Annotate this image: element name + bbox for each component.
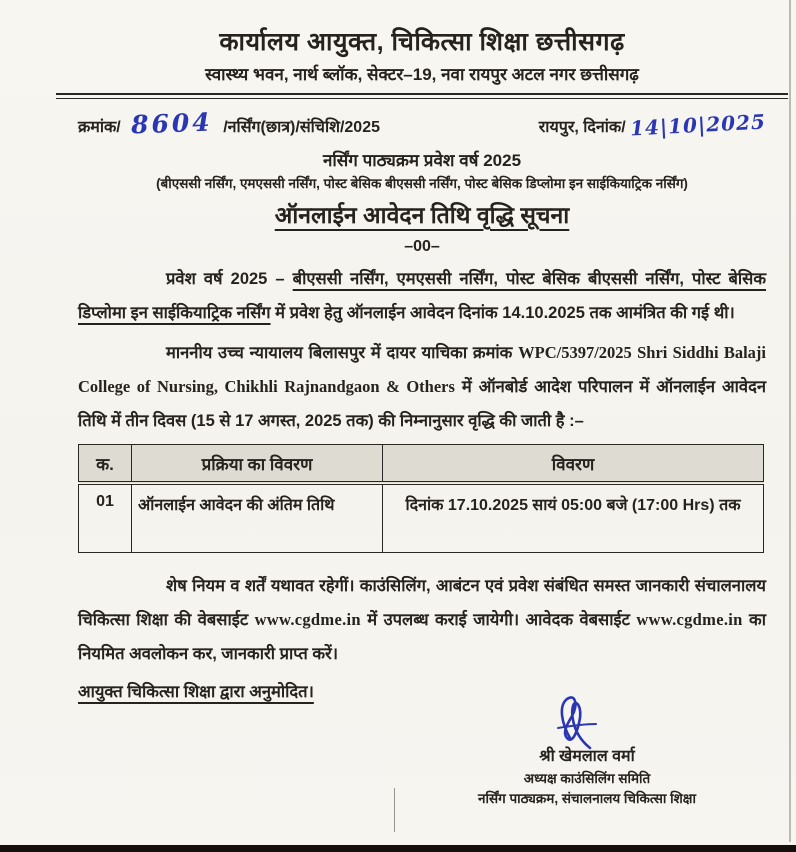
signatory-department: नर्सिंग पाठ्यक्रम, संचालनालय चिकित्सा शिक्षा: [478, 791, 696, 806]
title-course-list: (बीएससी नर्सिंग, एमएससी नर्सिंग, पोस्ट बेसिक बीएससी नर्सिंग, पोस्ट बेसिक डिप्लोमा इन साईकियाट्रिक नर्सिंग): [156, 176, 688, 191]
cell-details: दिनांक 17.10.2025 सायं 05:00 बजे (17:00 Hrs) तक: [383, 483, 764, 553]
para3-mid: में उपलब्ध कराई जायेगी। आवेदक वेबसाईट: [360, 611, 637, 629]
para2-tail: में ऑनबोर्ड आदेश परिपालन में ऑनलाईन आवेदन तिथि में तीन दिवस (15 से 17 अगस्त, 2025 तक) की निम्नानुसार वृद्धि की जाती है :–: [78, 378, 766, 430]
reference-number: [78, 109, 380, 138]
approval-line: आयुक्त चिकित्सा शिक्षा द्वारा अनुमोदित।: [78, 683, 314, 701]
website-url: www.cgdme.in: [254, 610, 361, 629]
paragraph-2: [78, 336, 766, 438]
office-name: कार्यालय आयुक्त, चिकित्सा शिक्षा छत्तीसगढ़: [219, 28, 625, 56]
para3-lead: शेष नियम व शर्तें यथावत रहेगीं। काउंसिलिंग, आबंटन एवं प्रवेश संबंधित समस्त जानकारी संचालनालय चिकित्सा शिक्षा की वेबसाईट: [78, 577, 766, 629]
signature-ink: [422, 694, 752, 750]
ref-number-label: क्रमांक/: [78, 119, 121, 136]
para2-petition-ref: WPC/5397/2025 Shri Siddhi Balaji College of Nursing, Chikhli Rajnandgaon & Others: [78, 343, 766, 396]
paragraph-1: [78, 262, 766, 330]
website-url-2: www.cgdme.in: [636, 610, 743, 629]
reference-row: [78, 107, 767, 141]
para3-tail: का नियमित अवलोकन कर, जानकारी प्राप्त करें।: [78, 611, 766, 663]
table-header-row: [79, 445, 764, 484]
header-divider: [56, 93, 788, 99]
cell-serial: 01: [79, 483, 132, 553]
col-header-serial: क.: [79, 445, 132, 484]
scan-fold-line: [394, 788, 395, 832]
table-row: [79, 483, 764, 553]
col-header-process: प्रक्रिया का विवरण: [132, 445, 383, 484]
scan-page-edge: [789, 0, 791, 842]
date-handwritten: 14|10|2025: [629, 109, 767, 141]
ref-number-handwritten: 8604: [130, 107, 214, 140]
ref-number-suffix: /नर्सिंग(छात्र)/संचिशि/2025: [223, 119, 381, 136]
schedule-table: [78, 444, 764, 553]
notice-title: ऑनलाईन आवेदन तिथि वृद्धि सूचना: [274, 202, 570, 228]
place-and-date: [538, 109, 767, 141]
place-date-label: रायपुर, दिनांक/: [538, 119, 626, 136]
para1-prefix: प्रवेश वर्ष 2025 –: [166, 270, 293, 288]
scan-bottom-edge: [0, 845, 796, 852]
office-address: स्वास्थ्य भवन, नार्थ ब्लॉक, सेक्टर–19, नवा रायपुर अटल नगर छत्तीसगढ़: [205, 65, 639, 84]
title-course-year: नर्सिंग पाठ्यक्रम प्रवेश वर्ष 2025: [322, 151, 522, 170]
signatory-name: श्री खेमलाल वर्मा: [539, 748, 635, 765]
separator-mark: –00–: [404, 238, 440, 255]
notice-title-block: [78, 148, 766, 256]
col-header-details: विवरण: [383, 445, 764, 484]
paragraph-3: [78, 569, 766, 671]
para2-lead: माननीय उच्च न्यायालय बिलासपुर में दायर याचिका क्रमांक: [166, 344, 519, 362]
cell-process: ऑनलाईन आवेदन की अंतिम तिथि: [132, 483, 383, 553]
letterhead: [78, 24, 766, 99]
para1-course-names: बीएससी नर्सिंग, एमएससी नर्सिंग, पोस्ट बेसिक बीएससी नर्सिंग, पोस्ट बेसिक डिप्लोमा इन साईकियाट्रिक नर्सिंग: [78, 270, 766, 322]
signature-block: [422, 694, 752, 807]
para1-suffix: में प्रवेश हेतु ऑनलाईन आवेदन दिनांक 14.10.2025 तक आमंत्रित की गई थी।: [270, 304, 735, 322]
signature-icon: [540, 694, 630, 752]
signatory-designation: अध्यक्ष काउंसिलिंग समिति: [523, 771, 651, 786]
